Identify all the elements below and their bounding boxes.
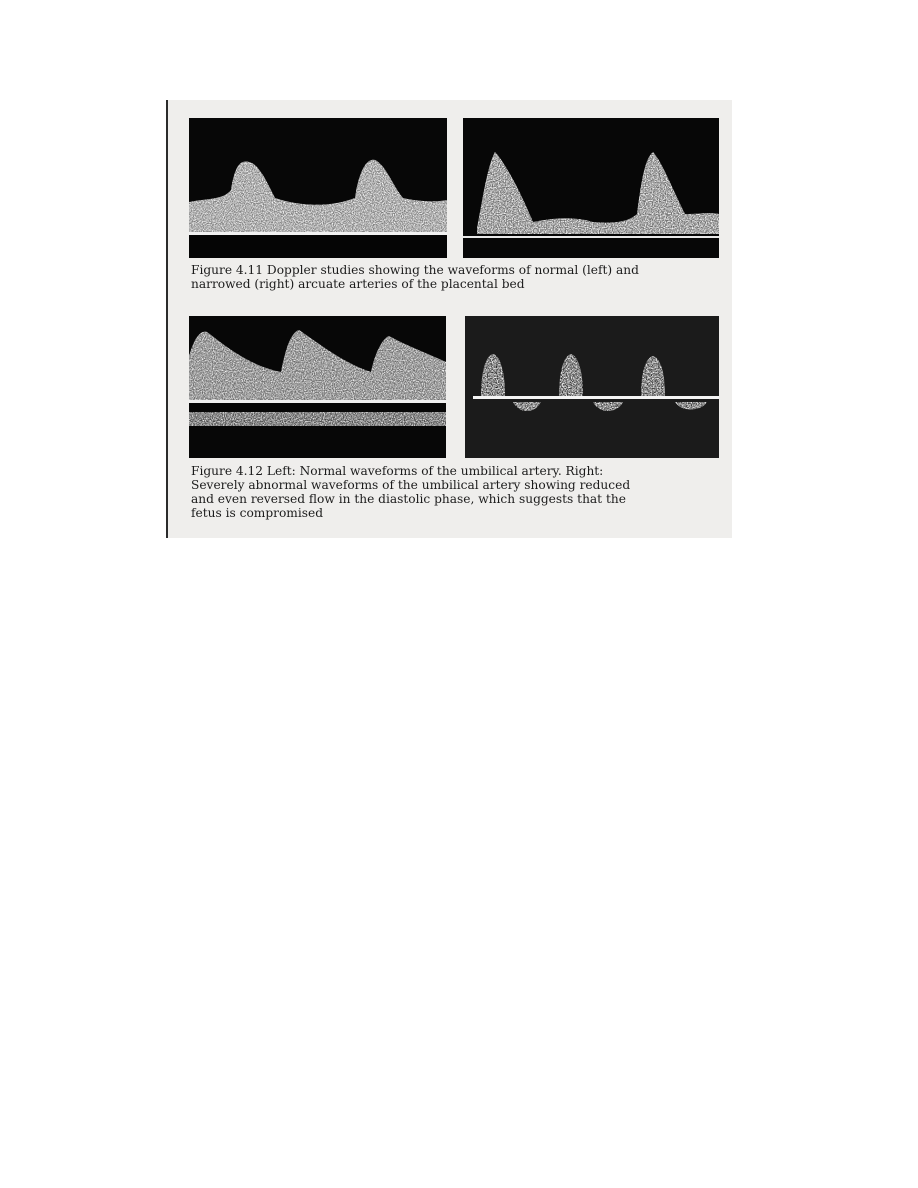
doppler-abnormal-umbilical-image: [465, 316, 719, 458]
caption-line: fetus is compromised: [191, 506, 324, 520]
figure-4-11-caption: [191, 263, 731, 291]
doppler-narrowed-arcuate-image: [463, 118, 719, 258]
doppler-normal-arcuate-graphic: [189, 118, 447, 258]
doppler-normal-arcuate-image: [189, 118, 447, 258]
caption-line: narrowed (right) arcuate arteries of the placental bed: [191, 277, 525, 291]
caption-line: Figure 4.11 Doppler studies showing the waveforms of normal (left) and: [191, 263, 639, 277]
doppler-abnormal-umbilical-graphic: [465, 316, 719, 458]
doppler-normal-umbilical-graphic: [189, 316, 446, 458]
doppler-narrowed-arcuate-graphic: [463, 118, 719, 258]
caption-line: Figure 4.12 Left: Normal waveforms of the umbilical artery. Right:: [191, 464, 604, 478]
caption-line: Severely abnormal waveforms of the umbilical artery showing reduced: [191, 478, 631, 492]
caption-line: and even reversed flow in the diastolic phase, which suggests that the: [191, 492, 626, 506]
doppler-normal-umbilical-image: [189, 316, 446, 458]
page-binding-edge: [166, 100, 168, 538]
figure-4-12-caption: [191, 464, 731, 520]
